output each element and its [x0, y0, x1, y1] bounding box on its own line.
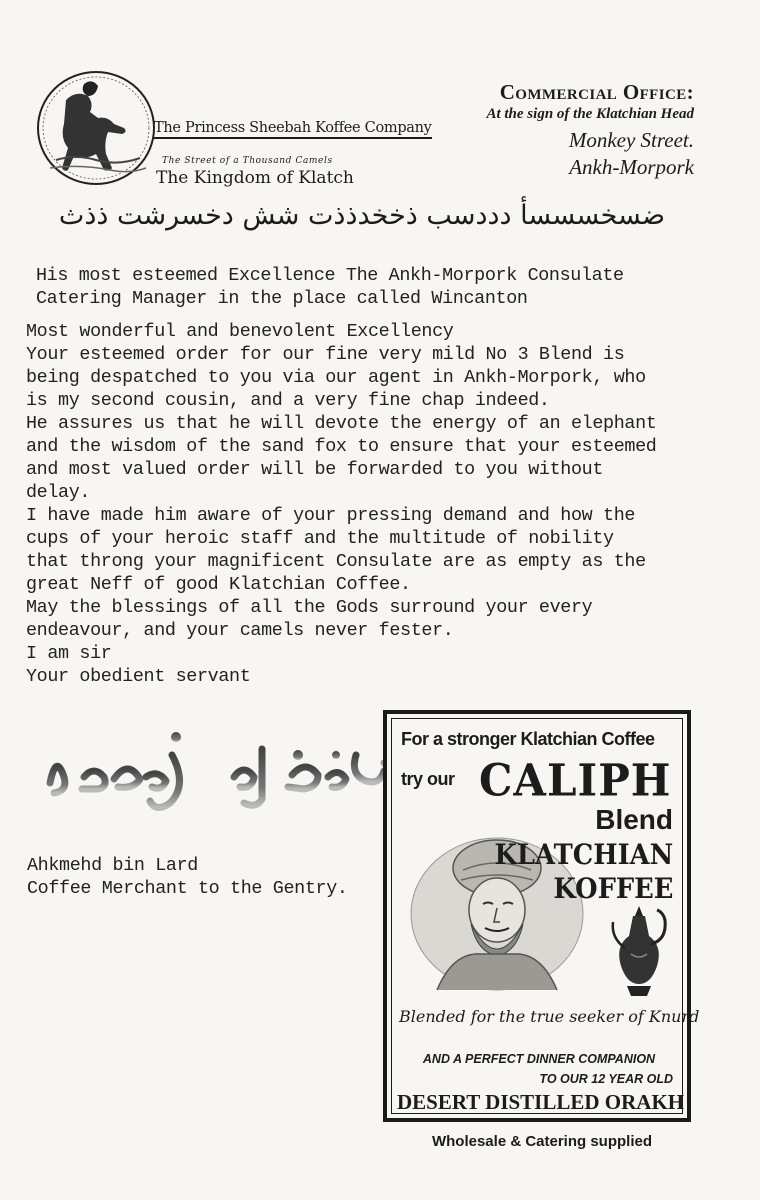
office-title: Commercial Office: [499, 80, 694, 104]
body-line: May the blessings of all the Gods surround your every [26, 597, 593, 618]
advert-year-old: TO OUR 12 YEAR OLD [539, 1072, 673, 1086]
body-line: that throng your magnificent Consulate are as empty as the [26, 551, 646, 572]
addressee-block [36, 264, 624, 310]
wholesale-footer: Wholesale & Catering supplied [431, 1133, 653, 1150]
advert-klatchian: KLATCHIAN [494, 838, 673, 871]
signer-block [27, 854, 348, 900]
signer-title: Coffee Merchant to the Gentry. [27, 878, 348, 899]
body-line: and the wisdom of the sand fox to ensure that your esteemed [26, 436, 657, 457]
body-line: Your esteemed order for our fine very mild No 3 Blend is [26, 344, 625, 365]
advert-dinner-companion: AND A PERFECT DINNER COMPANION [422, 1052, 656, 1066]
advert-blend: Blend [595, 804, 673, 835]
company-kingdom: The Kingdom of Klatch [156, 168, 354, 188]
camel-rider-logo-icon [36, 70, 158, 190]
advert-try-our: try our [401, 769, 455, 789]
caliph-blend-advert [383, 710, 700, 1122]
company-name: The Princess Sheebah Koffee Company [154, 120, 432, 139]
body-line: being despatched to you via our agent in Ankh-Morpork, who [26, 367, 646, 388]
advert-headline: For a stronger Klatchian Coffee [401, 729, 655, 749]
advert-caliph: CALIPH [479, 754, 672, 807]
coffee-pot-icon [609, 904, 669, 999]
advert-orakh: DESERT DISTILLED ORAKH [397, 1090, 685, 1114]
script-heading: ضسخسسسأ دددسب ذخخدذذت شش دخسرشت ذذث [58, 200, 666, 231]
body-line: Most wonderful and benevolent Excellency [26, 321, 454, 342]
letter-body [26, 320, 657, 688]
body-line: great Neff of good Klatchian Coffee. [26, 574, 411, 595]
body-line: is my second cousin, and a very fine chap indeed. [26, 390, 550, 411]
body-line: cups of your heroic staff and the multitude of nobility [26, 528, 614, 549]
advert-tagline: Blended for the true seeker of Knurd [399, 1007, 700, 1026]
signer-name: Ahkmehd bin Lard [27, 855, 198, 876]
body-line: He assures us that he will devote the energy of an elephant [26, 413, 657, 434]
script-signature-icon [36, 715, 436, 845]
body-line: and most valued order will be forwarded to you without [26, 459, 604, 480]
body-line: I am sir [26, 643, 112, 664]
office-street: Monkey Street. [568, 128, 694, 152]
body-line: Your obedient servant [26, 666, 251, 687]
addressee-line: His most esteemed Excellence The Ankh-Morpork Consulate [36, 265, 624, 286]
office-sign: At the sign of the Klatchian Head [486, 106, 694, 122]
addressee-line: Catering Manager in the place called Wincanton [36, 288, 528, 309]
body-line: I have made him aware of your pressing demand and how the [26, 505, 636, 526]
company-subtitle: The Street of a Thousand Camels [162, 156, 333, 166]
advert-koffee: KOFFEE [553, 872, 673, 905]
office-city: Ankh-Morpork [569, 155, 694, 179]
body-line: endeavour, and your camels never fester. [26, 620, 454, 641]
body-line: delay. [26, 482, 91, 503]
